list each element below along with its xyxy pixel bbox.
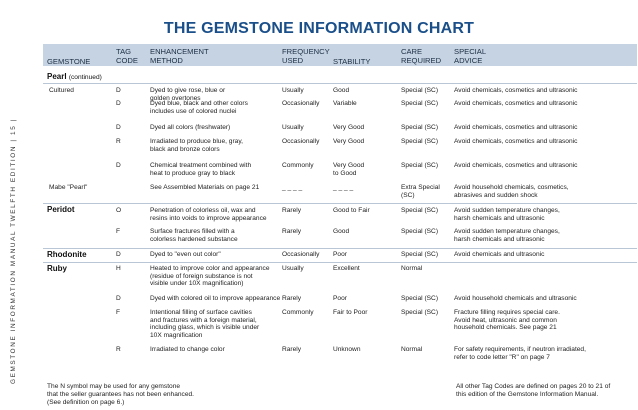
header-enhancement-2: METHOD xyxy=(150,56,183,65)
cell-method: Dyed blue, black and other colors xyxy=(150,100,248,107)
cell-tag-code: D xyxy=(116,162,121,169)
cell-tag-code: D xyxy=(116,251,121,258)
cell-frequency: Commonly xyxy=(282,309,314,316)
cell-method: Dyed to give rose, blue or xyxy=(150,87,226,94)
cell-stability: Unknown xyxy=(333,346,361,353)
cell-advice: refer to code letter "R" on page 7 xyxy=(454,353,550,361)
cell-frequency: Occasionally xyxy=(282,251,320,258)
cell-advice: Avoid chemicals, cosmetics and ultrasonic xyxy=(454,162,578,169)
cell-care: Special (SC) xyxy=(401,251,439,258)
cell-method: visible under 10X magnification) xyxy=(150,280,244,288)
cell-advice: Avoid chemicals, cosmetics and ultrasonic xyxy=(454,100,578,107)
section-rhodonite: Rhodonite xyxy=(47,250,87,259)
cell-advice: harsh chemicals and ultrasonic xyxy=(454,214,545,222)
cell-method: heat to produce gray to black xyxy=(150,169,236,177)
cell-advice: Avoid chemicals, cosmetics and ultrasonic xyxy=(454,138,578,145)
cell-stability: Excellent xyxy=(333,265,360,272)
header-stability: STABILITY xyxy=(333,57,371,66)
cell-care: Special (SC) xyxy=(401,124,439,131)
cell-method: colorless hardened substance xyxy=(150,235,238,243)
footer-left-line: (See definition on page 6.) xyxy=(47,398,125,406)
cell-care: Special (SC) xyxy=(401,309,439,316)
cell-variety: Cultured xyxy=(49,87,74,94)
cell-stability: _ _ _ _ xyxy=(333,184,354,191)
cell-advice: abrasives and sudden shock xyxy=(454,191,538,199)
cell-method: Surface fractures filled with a xyxy=(150,228,235,235)
cell-care: Special (SC) xyxy=(401,295,439,302)
cell-care: Special (SC) xyxy=(401,138,439,145)
cell-advice: Avoid chemicals, cosmetics and ultrasonic xyxy=(454,87,578,94)
cell-care: Special (SC) xyxy=(401,207,439,214)
cell-stability: Good xyxy=(333,87,350,94)
cell-advice: Avoid chemicals, cosmetics and ultrasonic xyxy=(454,124,578,131)
cell-care: Special (SC) xyxy=(401,162,439,169)
divider-ruby xyxy=(43,262,637,263)
cell-stability: Poor xyxy=(333,295,347,302)
cell-care: Normal xyxy=(401,346,423,353)
cell-tag-code: F xyxy=(116,309,121,316)
header-tag-1: TAG xyxy=(116,47,132,56)
cell-stability: Very Good xyxy=(333,124,365,131)
footer-right-line: All other Tag Codes are defined on pages 20 to 21 of xyxy=(456,383,611,390)
cell-advice: Avoid chemicals and ultrasonic xyxy=(454,251,545,258)
header-care-2: REQUIRED xyxy=(401,56,442,65)
cell-frequency: Rarely xyxy=(282,228,302,235)
cell-care: Special (SC) xyxy=(401,100,439,107)
cell-method: Irradiated to produce blue, gray, xyxy=(150,138,243,145)
cell-tag-code: R xyxy=(116,346,121,353)
cell-method: Dyed to "even out color" xyxy=(150,251,221,258)
cell-tag-code: R xyxy=(116,138,121,145)
cell-stability: Fair to Poor xyxy=(333,309,368,316)
cell-tag-code: O xyxy=(116,207,122,214)
cell-tag-code: D xyxy=(116,295,121,302)
header-frequency-2: USED xyxy=(282,56,304,65)
section-pearl xyxy=(47,72,102,81)
cell-care: Extra Special xyxy=(401,184,440,191)
cell-frequency: Commonly xyxy=(282,162,314,169)
cell-method: 10X magnification xyxy=(150,331,203,339)
cell-method: Heated to improve color and appearance xyxy=(150,265,270,272)
cell-stability: Very Good xyxy=(333,162,365,169)
cell-method: and fractures with a foreign material, xyxy=(150,316,257,324)
cell-method: includes use of colored nuclei xyxy=(150,107,237,115)
cell-stability: Good xyxy=(333,228,350,235)
header-advice-1: SPECIAL xyxy=(454,47,487,56)
cell-method: Dyed with colored oil to improve appearance xyxy=(150,295,281,302)
cell-care: (SC) xyxy=(401,191,415,199)
cell-advice: Avoid heat, ultrasonic and common xyxy=(454,316,557,324)
header-frequency-1: FREQUENCY xyxy=(282,47,330,56)
cell-care: Special (SC) xyxy=(401,228,439,235)
cell-stability: Very Good xyxy=(333,138,365,145)
section-pearl-name: Pearl xyxy=(47,72,67,81)
sidebar-running-head xyxy=(6,120,20,382)
cell-advice: household chemicals. See page 21 xyxy=(454,324,557,332)
cell-stability: Good to Fair xyxy=(333,207,370,214)
footer-left-line: The N symbol may be used for any gemstone xyxy=(47,383,181,390)
cell-method: including glass, which is visible under xyxy=(150,324,260,332)
cell-tag-code: D xyxy=(116,87,121,94)
cell-stability: Poor xyxy=(333,251,347,258)
cell-method: golden overtones xyxy=(150,94,201,102)
divider-peridot xyxy=(43,203,637,204)
cell-frequency: Occasionally xyxy=(282,138,320,145)
divider-pearl xyxy=(43,83,637,84)
cell-method: black and bronze colors xyxy=(150,145,220,153)
cell-frequency: Rarely xyxy=(282,295,302,302)
cell-advice: Avoid sudden temperature changes, xyxy=(454,207,560,214)
cell-method: Intentional filling of surface cavities xyxy=(150,309,252,316)
cell-care: Normal xyxy=(401,265,423,272)
cell-frequency: Usually xyxy=(282,124,304,131)
cell-method: (residue of foreign substance is not xyxy=(150,272,253,280)
header-enhancement-1: ENHANCEMENT xyxy=(150,47,209,56)
cell-stability: Variable xyxy=(333,100,357,107)
chart-title: THE GEMSTONE INFORMATION CHART xyxy=(163,20,475,37)
cell-method: Dyed all colors (freshwater) xyxy=(150,124,231,131)
cell-advice: Avoid household chemicals, cosmetics, xyxy=(454,184,569,191)
header-care-1: CARE xyxy=(401,47,423,56)
cell-method: Irradiated to change color xyxy=(150,346,225,353)
section-pearl-suffix: (continued) xyxy=(68,74,102,81)
header-advice-2: ADVICE xyxy=(454,56,483,65)
footer-left-line: that the seller guarantees has not been enhanced. xyxy=(47,390,195,398)
cell-method: resins into voids to improve appearance xyxy=(150,214,267,222)
footer-left xyxy=(47,383,194,406)
footer-right xyxy=(456,383,610,399)
cell-frequency: _ _ _ _ xyxy=(282,184,303,191)
section-ruby: Ruby xyxy=(47,264,67,273)
cell-tag-code: D xyxy=(116,100,121,107)
sidebar-text: GEMSTONE INFORMATION MANUAL TWELFTH EDITION | 15 | xyxy=(9,118,17,384)
divider-rhodonite xyxy=(43,248,637,249)
cell-stability: to Good xyxy=(333,169,357,177)
footer-right-line: this edition of the Gemstone Information Manual. xyxy=(456,390,599,398)
cell-advice: Avoid household chemicals and ultrasonic xyxy=(454,295,577,302)
section-peridot: Peridot xyxy=(47,205,75,214)
cell-method: Chemical treatment combined with xyxy=(150,162,252,169)
cell-advice: Fracture filling requires special care. xyxy=(454,309,560,316)
cell-method: See Assembled Materials on page 21 xyxy=(150,184,260,191)
cell-advice: For safety requirements, if neutron irradiated, xyxy=(454,346,586,353)
cell-variety: Mabe "Pearl" xyxy=(49,184,88,191)
cell-frequency: Usually xyxy=(282,265,304,272)
cell-frequency: Usually xyxy=(282,87,304,94)
cell-frequency: Occasionally xyxy=(282,100,320,107)
cell-advice: harsh chemicals and ultrasonic xyxy=(454,235,545,243)
cell-tag-code: F xyxy=(116,228,121,235)
cell-advice: Avoid sudden temperature changes, xyxy=(454,228,560,235)
cell-frequency: Rarely xyxy=(282,207,302,214)
cell-frequency: Rarely xyxy=(282,346,302,353)
header-gemstone: GEMSTONE xyxy=(47,57,91,66)
header-tag-2: CODE xyxy=(116,56,138,65)
cell-tag-code: D xyxy=(116,124,121,131)
cell-care: Special (SC) xyxy=(401,87,439,94)
cell-tag-code: H xyxy=(116,265,121,272)
cell-method: Penetration of colorless oil, wax and xyxy=(150,207,256,214)
